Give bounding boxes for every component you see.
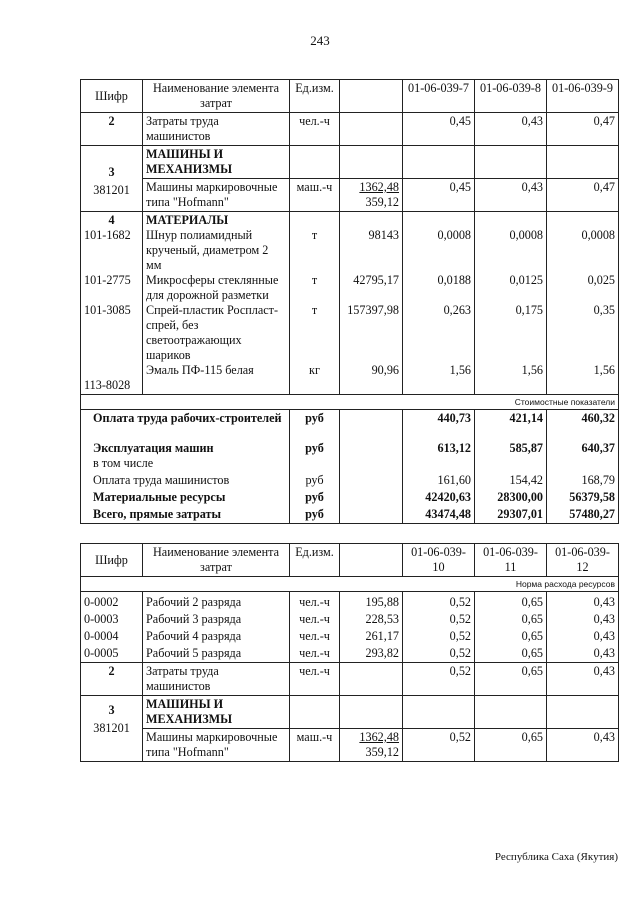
materials-names: МАТЕРИАЛЫ Шнур полиамидный крученый, диаметром 2 мм Микросферы стеклянные для дорожной разметки Спрей-пластик Роспласт-спрей, без светоотражающих шариков Эмаль ПФ-115 белая (143, 212, 290, 395)
materials-units: т т т кг (290, 212, 340, 395)
table-header-row (81, 80, 619, 113)
header-name: Наименование элемента затрат (143, 80, 290, 113)
row-code: 2 (81, 663, 143, 696)
row-code: 2 (81, 113, 143, 146)
price-top: 1362,48 (359, 180, 399, 194)
row-unit: чел.-ч (290, 663, 340, 696)
workers-values-2: 0,65 0,65 0,65 0,65 (475, 592, 547, 663)
table-row (81, 179, 619, 212)
row-value-2: 0,65 (475, 729, 547, 762)
row-value-3: 0,47 (547, 113, 619, 146)
price-top: 1362,48 (359, 730, 399, 744)
row-unit: чел.-ч (290, 113, 340, 146)
row-value-1: 0,52 (403, 729, 475, 762)
header-unit: Ед.изм. (290, 544, 340, 577)
totals-values-3: 460,32 640,37 168,79 56379,58 57480,27 (547, 410, 619, 524)
row-code: 381201 (93, 183, 130, 197)
materials-values-3: 0,0008 0,025 0,35 1,56 (547, 212, 619, 395)
group-code: 3 381201 (81, 696, 143, 762)
totals-block (81, 410, 619, 524)
header-col-2: 01-06-039-8 (475, 80, 547, 113)
header-price (340, 80, 403, 113)
totals-values-1: 440,73 613,12 161,60 42420,63 43474,48 (403, 410, 475, 524)
materials-block (81, 212, 619, 395)
workers-names: Рабочий 2 разряда Рабочий 3 разряда Рабочий 4 разряда Рабочий 5 разряда (143, 592, 290, 663)
section-label-row (81, 395, 619, 410)
page-number: 243 (310, 33, 330, 48)
row-value-2: 0,43 (475, 113, 547, 146)
totals-names: Оплата труда рабочих-строителей Эксплуатация машин в том числе Оплата труда машинистов Материальные ресурсы Всего, прямые затраты (81, 410, 290, 524)
group-title: МАШИНЫ И МЕХАНИЗМЫ (143, 696, 290, 729)
totals-values-2: 421,14 585,87 154,42 28300,00 29307,01 (475, 410, 547, 524)
totals-units: руб руб руб руб руб (290, 410, 340, 524)
row-value-2: 0,43 (475, 179, 547, 212)
header-code: Шифр (81, 544, 143, 577)
header-col-3: 01-06-039-9 (547, 80, 619, 113)
resource-table-1 (80, 79, 619, 524)
materials-values-2: 0,0008 0,0125 0,175 1,56 (475, 212, 547, 395)
header-col-1: 01-06-039-7 (403, 80, 475, 113)
table-row (81, 663, 619, 696)
row-name: Затраты труда машинистов (143, 113, 290, 146)
section-label: Стоимостные показатели (81, 395, 619, 410)
materials-values-1: 0,0008 0,0188 0,263 1,56 (403, 212, 475, 395)
workers-codes: 0-0002 0-0003 0-0004 0-0005 (81, 592, 143, 663)
row-code: 381201 (93, 721, 130, 735)
row-name: Затраты труда машинистов (143, 663, 290, 696)
group-title: МАШИНЫ И МЕХАНИЗМЫ (143, 146, 290, 179)
header-unit: Ед.изм. (290, 80, 340, 113)
row-value-1: 0,45 (403, 113, 475, 146)
workers-values-1: 0,52 0,52 0,52 0,52 (403, 592, 475, 663)
row-name: Машины маркировочные типа "Hofmann" (143, 179, 290, 212)
row-value-2: 0,65 (475, 663, 547, 696)
workers-block (81, 592, 619, 663)
row-value-3: 0,43 (547, 729, 619, 762)
workers-values-3: 0,43 0,43 0,43 0,43 (547, 592, 619, 663)
row-unit: маш.-ч (290, 729, 340, 762)
row-value-1: 0,52 (403, 663, 475, 696)
table-header-row (81, 544, 619, 577)
resource-table-2 (80, 543, 619, 762)
footer-region: Республика Саха (Якутия) (494, 851, 618, 863)
group-code: 3 381201 (81, 146, 143, 212)
row-value-3: 0,43 (547, 663, 619, 696)
group-row (81, 696, 619, 729)
table-row (81, 729, 619, 762)
row-value-3: 0,47 (547, 179, 619, 212)
price-bottom: 359,12 (365, 745, 399, 759)
header-col-1: 01-06-039-10 (403, 544, 475, 577)
materials-prices: 98143 42795,17 157397,98 90,96 (340, 212, 403, 395)
header-col-2: 01-06-039-11 (475, 544, 547, 577)
row-name: Машины маркировочные типа "Hofmann" (143, 729, 290, 762)
section-label-row (81, 577, 619, 592)
header-col-3: 01-06-039-12 (547, 544, 619, 577)
row-price (340, 179, 403, 212)
header-name: Наименование элемента затрат (143, 544, 290, 577)
row-unit: маш.-ч (290, 179, 340, 212)
materials-codes: 4 101-1682 101-2775 101-3085 113-8028 (81, 212, 143, 395)
group-row (81, 146, 619, 179)
price-bottom: 359,12 (365, 195, 399, 209)
section-label: Норма расхода ресурсов (81, 577, 619, 592)
table-row (81, 113, 619, 146)
row-price (340, 729, 403, 762)
workers-prices: 195,88 228,53 261,17 293,82 (340, 592, 403, 663)
header-price (340, 544, 403, 577)
workers-units: чел.-ч чел.-ч чел.-ч чел.-ч (290, 592, 340, 663)
row-value-1: 0,45 (403, 179, 475, 212)
header-code: Шифр (81, 80, 143, 113)
